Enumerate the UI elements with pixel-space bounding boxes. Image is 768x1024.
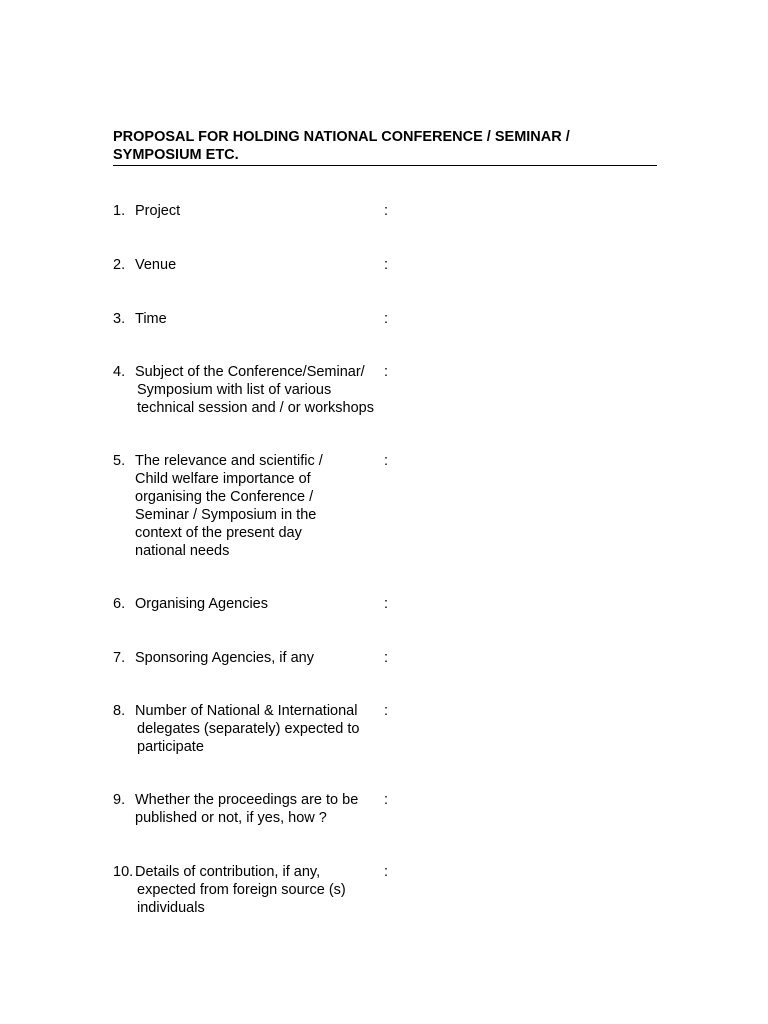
item-colon: : (384, 792, 389, 808)
item-number: 4. (113, 364, 126, 380)
document-title (113, 128, 657, 166)
item-label-line: Venue (135, 257, 177, 273)
title-line-2: SYMPOSIUM ETC. (113, 147, 239, 163)
item-number: 8. (113, 703, 126, 719)
item-label-line: context of the present day (135, 525, 302, 541)
item-number: 6. (113, 596, 126, 612)
item-label (135, 649, 403, 667)
item-number: 3. (113, 311, 126, 327)
item-number: 5. (113, 453, 126, 469)
item-label-line: Organising Agencies (135, 596, 268, 612)
item-label-line: The relevance and scientific / (135, 453, 323, 469)
item-label-line: participate (137, 739, 204, 755)
item-number: 2. (113, 257, 126, 273)
item-colon: : (384, 257, 389, 273)
item-colon: : (384, 703, 389, 719)
item-colon: : (384, 864, 389, 880)
item-label-line: Time (135, 311, 167, 327)
item-label (135, 363, 403, 417)
item-label-line: expected from foreign source (s) (137, 882, 346, 898)
title-line-1: PROPOSAL FOR HOLDING NATIONAL CONFERENCE / SEMINAR / (113, 129, 570, 145)
item-label (135, 310, 403, 328)
item-label (135, 595, 403, 613)
item-label-line: Details of contribution, if any, (135, 864, 321, 880)
item-label-line: Subject of the Conference/Seminar/ (135, 364, 365, 380)
item-label-line: Number of National & International (135, 703, 358, 719)
item-label (135, 863, 403, 917)
item-number: 9. (113, 792, 126, 808)
item-label-line: Project (135, 203, 181, 219)
item-label-line: Seminar / Symposium in the (135, 507, 317, 523)
item-label-line: technical session and / or workshops (137, 400, 374, 416)
item-label-line: Sponsoring Agencies, if any (135, 650, 314, 666)
item-number: 1. (113, 203, 126, 219)
item-label-line: published or not, if yes, how ? (135, 810, 327, 826)
item-colon: : (384, 453, 389, 469)
item-label (135, 202, 403, 220)
item-label-line: delegates (separately) expected to (137, 721, 360, 737)
item-colon: : (384, 311, 389, 327)
item-number: 7. (113, 650, 126, 666)
item-colon: : (384, 364, 389, 380)
item-colon: : (384, 650, 389, 666)
item-label-line: Whether the proceedings are to be (135, 792, 359, 808)
item-label-line: Child welfare importance of (135, 471, 311, 487)
item-label (135, 702, 403, 756)
item-label-line: individuals (137, 900, 205, 916)
item-label-line: Symposium with list of various (137, 382, 332, 398)
item-label (135, 256, 403, 274)
item-colon: : (384, 596, 389, 612)
item-label-line: national needs (135, 543, 230, 559)
item-label-line: organising the Conference / (135, 489, 314, 505)
item-number: 10. (113, 864, 134, 880)
item-label (135, 791, 403, 827)
item-colon: : (384, 203, 389, 219)
item-label (135, 452, 403, 560)
